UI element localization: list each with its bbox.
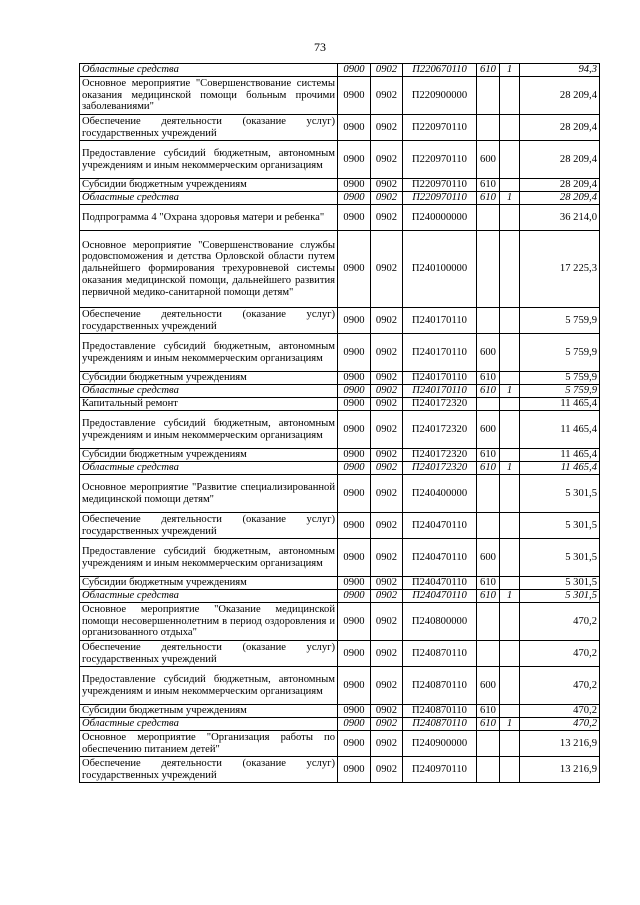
row-target-article-cell: П240400000: [403, 475, 477, 513]
table-row: [80, 603, 600, 641]
row-expense-type-cell: [477, 475, 500, 513]
row-amount-cell: 11 465,4: [520, 411, 600, 449]
row-target-article-cell: П220970110: [403, 115, 477, 141]
row-name-cell: Обеспечение деятельности (оказание услуг) государственных учреждений: [80, 308, 338, 334]
row-subsection-cell: 0902: [371, 398, 403, 411]
page-number: 73: [314, 40, 326, 54]
row-source-cell: [500, 205, 520, 231]
row-source-cell: 1: [500, 385, 520, 398]
row-target-article-cell: П240970110: [403, 757, 477, 783]
row-subsection-cell: 0902: [371, 411, 403, 449]
row-section-cell: 0900: [338, 513, 371, 539]
row-subsection-cell: 0902: [371, 590, 403, 603]
table-row: [80, 385, 600, 398]
row-name-cell: Предоставление субсидий бюджетным, автономным учреждениям и иным некоммерческим организациям: [80, 411, 338, 449]
row-expense-type-cell: [477, 641, 500, 667]
row-section-cell: 0900: [338, 372, 371, 385]
row-subsection-cell: 0902: [371, 64, 403, 77]
row-subsection-cell: 0902: [371, 115, 403, 141]
row-target-article-cell: П240172320: [403, 449, 477, 462]
row-source-cell: [500, 449, 520, 462]
row-name-cell: Субсидии бюджетным учреждениям: [80, 449, 338, 462]
row-name-cell: Основное мероприятие "Оказание медицинской помощи несовершеннолетним в период оздоровления и организованного отдыха": [80, 603, 338, 641]
row-name-cell: Подпрограмма 4 "Охрана здоровья матери и ребенка": [80, 205, 338, 231]
row-source-cell: [500, 179, 520, 192]
row-section-cell: 0900: [338, 77, 371, 115]
row-target-article-cell: П240172320: [403, 462, 477, 475]
row-target-article-cell: П240870110: [403, 667, 477, 705]
row-target-article-cell: П240172320: [403, 411, 477, 449]
row-amount-cell: 11 465,4: [520, 449, 600, 462]
row-name-cell: Обеспечение деятельности (оказание услуг) государственных учреждений: [80, 513, 338, 539]
table-row: [80, 513, 600, 539]
row-source-cell: [500, 513, 520, 539]
row-section-cell: 0900: [338, 411, 371, 449]
row-subsection-cell: 0902: [371, 449, 403, 462]
row-section-cell: 0900: [338, 667, 371, 705]
row-amount-cell: 94,3: [520, 64, 600, 77]
row-subsection-cell: 0902: [371, 385, 403, 398]
row-expense-type-cell: 610: [477, 372, 500, 385]
row-name-cell: Обеспечение деятельности (оказание услуг) государственных учреждений: [80, 641, 338, 667]
table-row: [80, 115, 600, 141]
row-subsection-cell: 0902: [371, 539, 403, 577]
row-source-cell: [500, 705, 520, 718]
row-subsection-cell: 0902: [371, 731, 403, 757]
row-expense-type-cell: 610: [477, 718, 500, 731]
row-name-cell: Основное мероприятие "Совершенствование службы родовспоможения и детства Орловской области путем дальнейшего формирования трехуровневой системы оказания медицинской помощи, дальнейшего развития первичной медико-санитарной помощи детям": [80, 231, 338, 308]
row-source-cell: 1: [500, 718, 520, 731]
row-expense-type-cell: 610: [477, 577, 500, 590]
table-row: [80, 475, 600, 513]
row-expense-type-cell: [477, 205, 500, 231]
row-subsection-cell: 0902: [371, 513, 403, 539]
row-amount-cell: 28 209,4: [520, 192, 600, 205]
row-name-cell: Субсидии бюджетным учреждениям: [80, 705, 338, 718]
row-subsection-cell: 0902: [371, 475, 403, 513]
row-source-cell: 1: [500, 192, 520, 205]
row-subsection-cell: 0902: [371, 577, 403, 590]
row-source-cell: [500, 115, 520, 141]
row-amount-cell: 470,2: [520, 705, 600, 718]
row-subsection-cell: 0902: [371, 141, 403, 179]
row-source-cell: 1: [500, 64, 520, 77]
row-amount-cell: 11 465,4: [520, 398, 600, 411]
row-section-cell: 0900: [338, 192, 371, 205]
row-source-cell: [500, 398, 520, 411]
row-section-cell: 0900: [338, 115, 371, 141]
row-section-cell: 0900: [338, 757, 371, 783]
table-row: [80, 705, 600, 718]
row-amount-cell: 5 759,9: [520, 385, 600, 398]
row-amount-cell: 5 301,5: [520, 590, 600, 603]
row-expense-type-cell: 610: [477, 705, 500, 718]
row-source-cell: [500, 334, 520, 372]
row-name-cell: Основное мероприятие "Развитие специализированной медицинской помощи детям": [80, 475, 338, 513]
row-subsection-cell: 0902: [371, 205, 403, 231]
row-amount-cell: 28 209,4: [520, 141, 600, 179]
row-source-cell: [500, 475, 520, 513]
row-section-cell: 0900: [338, 718, 371, 731]
row-section-cell: 0900: [338, 705, 371, 718]
row-target-article-cell: П240170110: [403, 385, 477, 398]
table-row: [80, 64, 600, 77]
row-section-cell: 0900: [338, 603, 371, 641]
row-amount-cell: 470,2: [520, 641, 600, 667]
row-name-cell: Субсидии бюджетным учреждениям: [80, 372, 338, 385]
row-subsection-cell: 0902: [371, 192, 403, 205]
row-name-cell: Обеспечение деятельности (оказание услуг) государственных учреждений: [80, 757, 338, 783]
row-subsection-cell: 0902: [371, 705, 403, 718]
row-section-cell: 0900: [338, 141, 371, 179]
row-subsection-cell: 0902: [371, 231, 403, 308]
row-amount-cell: 13 216,9: [520, 757, 600, 783]
row-name-cell: Областные средства: [80, 192, 338, 205]
row-expense-type-cell: [477, 77, 500, 115]
row-name-cell: Субсидии бюджетным учреждениям: [80, 577, 338, 590]
row-subsection-cell: 0902: [371, 641, 403, 667]
table-row: [80, 231, 600, 308]
table-row: [80, 372, 600, 385]
row-name-cell: Областные средства: [80, 590, 338, 603]
row-expense-type-cell: 610: [477, 192, 500, 205]
row-target-article-cell: П240172320: [403, 398, 477, 411]
table-row: [80, 411, 600, 449]
row-name-cell: Областные средства: [80, 462, 338, 475]
row-section-cell: 0900: [338, 641, 371, 667]
row-amount-cell: 470,2: [520, 667, 600, 705]
row-expense-type-cell: [477, 231, 500, 308]
row-amount-cell: 5 301,5: [520, 513, 600, 539]
table-row: [80, 192, 600, 205]
row-source-cell: [500, 141, 520, 179]
table-row: [80, 449, 600, 462]
table-row: [80, 308, 600, 334]
row-expense-type-cell: 610: [477, 179, 500, 192]
table-row: [80, 757, 600, 783]
row-expense-type-cell: [477, 757, 500, 783]
table-row: [80, 718, 600, 731]
row-expense-type-cell: 610: [477, 449, 500, 462]
row-name-cell: Основное мероприятие "Совершенствование системы оказания медицинской помощи больным прочими заболеваниями": [80, 77, 338, 115]
budget-table: [79, 63, 600, 783]
row-section-cell: 0900: [338, 64, 371, 77]
row-subsection-cell: 0902: [371, 334, 403, 372]
row-subsection-cell: 0902: [371, 308, 403, 334]
row-source-cell: 1: [500, 462, 520, 475]
row-expense-type-cell: [477, 731, 500, 757]
row-expense-type-cell: 600: [477, 667, 500, 705]
row-expense-type-cell: [477, 308, 500, 334]
table-row: [80, 667, 600, 705]
row-target-article-cell: П240170110: [403, 372, 477, 385]
row-target-article-cell: П240900000: [403, 731, 477, 757]
table-row: [80, 334, 600, 372]
row-amount-cell: 11 465,4: [520, 462, 600, 475]
row-expense-type-cell: 600: [477, 411, 500, 449]
row-amount-cell: 5 301,5: [520, 539, 600, 577]
table-row: [80, 641, 600, 667]
row-name-cell: Областные средства: [80, 718, 338, 731]
row-section-cell: 0900: [338, 179, 371, 192]
row-expense-type-cell: [477, 513, 500, 539]
table-row: [80, 398, 600, 411]
row-section-cell: 0900: [338, 731, 371, 757]
row-amount-cell: 470,2: [520, 603, 600, 641]
row-amount-cell: 470,2: [520, 718, 600, 731]
row-target-article-cell: П240170110: [403, 308, 477, 334]
row-subsection-cell: 0902: [371, 77, 403, 115]
row-subsection-cell: 0902: [371, 603, 403, 641]
row-section-cell: 0900: [338, 308, 371, 334]
row-target-article-cell: П220900000: [403, 77, 477, 115]
row-target-article-cell: П240870110: [403, 718, 477, 731]
row-target-article-cell: П220970110: [403, 179, 477, 192]
row-name-cell: Обеспечение деятельности (оказание услуг) государственных учреждений: [80, 115, 338, 141]
row-amount-cell: 28 209,4: [520, 179, 600, 192]
row-source-cell: 1: [500, 590, 520, 603]
row-target-article-cell: П240100000: [403, 231, 477, 308]
row-name-cell: Областные средства: [80, 385, 338, 398]
row-target-article-cell: П240870110: [403, 641, 477, 667]
row-source-cell: [500, 77, 520, 115]
row-name-cell: Предоставление субсидий бюджетным, автономным учреждениям и иным некоммерческим организациям: [80, 141, 338, 179]
row-expense-type-cell: [477, 603, 500, 641]
row-target-article-cell: П220670110: [403, 64, 477, 77]
row-source-cell: [500, 603, 520, 641]
row-target-article-cell: П240800000: [403, 603, 477, 641]
row-expense-type-cell: 610: [477, 462, 500, 475]
row-section-cell: 0900: [338, 231, 371, 308]
row-source-cell: [500, 231, 520, 308]
row-section-cell: 0900: [338, 577, 371, 590]
row-amount-cell: 36 214,0: [520, 205, 600, 231]
row-target-article-cell: П240470110: [403, 577, 477, 590]
row-amount-cell: 28 209,4: [520, 115, 600, 141]
row-expense-type-cell: 600: [477, 141, 500, 179]
row-source-cell: [500, 372, 520, 385]
row-section-cell: 0900: [338, 590, 371, 603]
table-row: [80, 77, 600, 115]
table-row: [80, 141, 600, 179]
row-amount-cell: 17 225,3: [520, 231, 600, 308]
row-amount-cell: 28 209,4: [520, 77, 600, 115]
row-subsection-cell: 0902: [371, 667, 403, 705]
row-section-cell: 0900: [338, 475, 371, 513]
row-section-cell: 0900: [338, 385, 371, 398]
row-source-cell: [500, 757, 520, 783]
table-row: [80, 577, 600, 590]
row-expense-type-cell: 600: [477, 539, 500, 577]
row-target-article-cell: П240470110: [403, 539, 477, 577]
row-subsection-cell: 0902: [371, 462, 403, 475]
table-row: [80, 731, 600, 757]
table-body: [80, 64, 600, 783]
row-source-cell: [500, 539, 520, 577]
table-row: [80, 205, 600, 231]
row-source-cell: [500, 577, 520, 590]
table-row: [80, 462, 600, 475]
row-expense-type-cell: [477, 398, 500, 411]
row-target-article-cell: П240470110: [403, 590, 477, 603]
row-source-cell: [500, 411, 520, 449]
row-section-cell: 0900: [338, 449, 371, 462]
row-target-article-cell: П240870110: [403, 705, 477, 718]
row-name-cell: Областные средства: [80, 64, 338, 77]
row-name-cell: Капитальный ремонт: [80, 398, 338, 411]
row-target-article-cell: П240170110: [403, 334, 477, 372]
row-amount-cell: 5 301,5: [520, 577, 600, 590]
row-subsection-cell: 0902: [371, 718, 403, 731]
row-name-cell: Предоставление субсидий бюджетным, автономным учреждениям и иным некоммерческим организациям: [80, 667, 338, 705]
table-row: [80, 590, 600, 603]
table-row: [80, 539, 600, 577]
row-target-article-cell: П220970110: [403, 192, 477, 205]
row-amount-cell: 13 216,9: [520, 731, 600, 757]
row-source-cell: [500, 641, 520, 667]
row-section-cell: 0900: [338, 462, 371, 475]
row-name-cell: Основное мероприятие "Организация работы по обеспечению питанием детей": [80, 731, 338, 757]
row-section-cell: 0900: [338, 539, 371, 577]
row-expense-type-cell: [477, 115, 500, 141]
row-source-cell: [500, 308, 520, 334]
row-subsection-cell: 0902: [371, 372, 403, 385]
row-subsection-cell: 0902: [371, 757, 403, 783]
row-expense-type-cell: 610: [477, 590, 500, 603]
row-section-cell: 0900: [338, 205, 371, 231]
row-source-cell: [500, 731, 520, 757]
row-section-cell: 0900: [338, 334, 371, 372]
row-expense-type-cell: 610: [477, 385, 500, 398]
table-row: [80, 179, 600, 192]
row-name-cell: Предоставление субсидий бюджетным, автономным учреждениям и иным некоммерческим организациям: [80, 539, 338, 577]
row-amount-cell: 5 759,9: [520, 372, 600, 385]
row-expense-type-cell: 600: [477, 334, 500, 372]
row-subsection-cell: 0902: [371, 179, 403, 192]
row-amount-cell: 5 759,9: [520, 334, 600, 372]
row-amount-cell: 5 301,5: [520, 475, 600, 513]
row-target-article-cell: П240000000: [403, 205, 477, 231]
row-name-cell: Субсидии бюджетным учреждениям: [80, 179, 338, 192]
row-amount-cell: 5 759,9: [520, 308, 600, 334]
row-target-article-cell: П220970110: [403, 141, 477, 179]
row-section-cell: 0900: [338, 398, 371, 411]
row-expense-type-cell: 610: [477, 64, 500, 77]
row-source-cell: [500, 667, 520, 705]
row-name-cell: Предоставление субсидий бюджетным, автономным учреждениям и иным некоммерческим организациям: [80, 334, 338, 372]
row-target-article-cell: П240470110: [403, 513, 477, 539]
